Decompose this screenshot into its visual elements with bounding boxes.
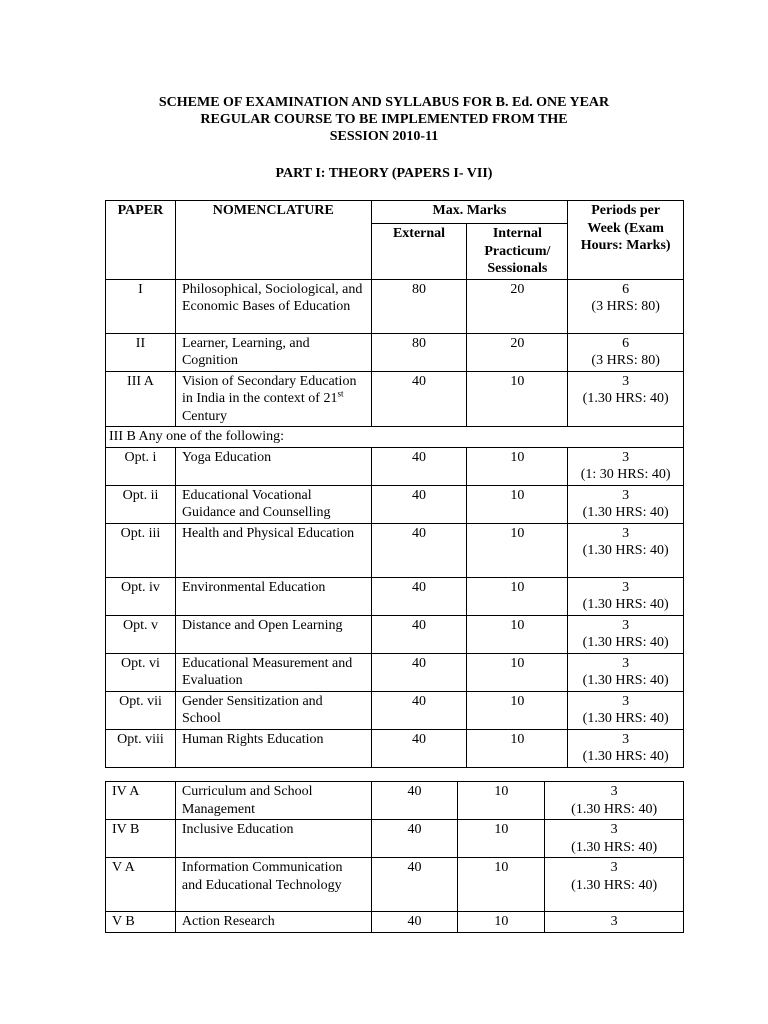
- nomenclature-cell: Information Communication and Educational Technology: [175, 858, 371, 912]
- hours-value: (1.30 HRS: 40): [582, 505, 669, 520]
- paper-cell: Opt. iii: [106, 523, 176, 577]
- internal-cell: 10: [467, 523, 568, 577]
- header-max-marks: Max. Marks: [371, 201, 568, 224]
- paper-cell: I: [106, 279, 176, 333]
- nomenclature-cell: Curriculum and School Management: [175, 782, 371, 820]
- nomenclature-cell: Action Research: [175, 912, 371, 933]
- table-row: [106, 912, 684, 933]
- paper-cell: II: [106, 333, 176, 371]
- periods-cell: [568, 653, 684, 691]
- external-cell: 40: [371, 782, 458, 820]
- external-cell: 40: [371, 371, 467, 427]
- paper-cell: Opt. viii: [106, 729, 176, 767]
- paper-cell: V A: [106, 858, 176, 912]
- scheme-table: [105, 200, 684, 768]
- internal-cell: 10: [467, 653, 568, 691]
- table-row: [106, 653, 684, 691]
- paper-cell: III A: [106, 371, 176, 427]
- scheme-table-continued: [105, 781, 684, 933]
- header-internal: Internal Practicum/ Sessionals: [467, 224, 568, 280]
- external-cell: 40: [371, 820, 458, 858]
- external-cell: 40: [371, 447, 467, 485]
- hours-value: (3 HRS: 80): [591, 353, 660, 368]
- periods-cell: [545, 858, 684, 912]
- nomenclature-cell: Distance and Open Learning: [175, 615, 371, 653]
- external-cell: 40: [371, 485, 467, 523]
- nomenclature-cell: Learner, Learning, and Cognition: [175, 333, 371, 371]
- external-cell: 40: [371, 858, 458, 912]
- part-title: PART I: THEORY (PAPERS I- VII): [275, 166, 493, 181]
- external-cell: 40: [371, 615, 467, 653]
- table-row: [106, 333, 684, 371]
- periods-cell: [568, 333, 684, 371]
- periods-cell: [545, 912, 684, 933]
- periods-value: 3: [622, 731, 630, 747]
- section-row: [106, 427, 684, 448]
- external-cell: 40: [371, 912, 458, 933]
- title-line-1: SCHEME OF EXAMINATION AND SYLLABUS FOR B. Ed. ONE YEAR: [158, 95, 610, 110]
- internal-cell: 20: [467, 333, 568, 371]
- nomenclature-cell: Educational Vocational Guidance and Counselling: [175, 485, 371, 523]
- header-external: External: [371, 224, 467, 280]
- periods-cell: [568, 729, 684, 767]
- table-row: [106, 729, 684, 767]
- external-cell: 40: [371, 691, 467, 729]
- hours-value: (1.30 HRS: 40): [582, 391, 669, 406]
- nomenclature-cell: Environmental Education: [175, 577, 371, 615]
- periods-value: 6: [622, 335, 630, 351]
- internal-cell: 10: [467, 729, 568, 767]
- periods-cell: [568, 523, 684, 577]
- external-cell: 80: [371, 333, 467, 371]
- paper-cell: Opt. vii: [106, 691, 176, 729]
- table-row: [106, 523, 684, 577]
- paper-cell: Opt. iv: [106, 577, 176, 615]
- periods-value: 3: [610, 860, 618, 875]
- periods-value: 3: [622, 579, 630, 595]
- hours-value: (3 HRS: 80): [591, 299, 660, 314]
- periods-value: 3: [622, 373, 630, 389]
- paper-cell: IV A: [106, 782, 176, 820]
- nomenclature-cell: Inclusive Education: [175, 820, 371, 858]
- header-periods: Periods per Week (Exam Hours: Marks): [568, 201, 684, 280]
- nomenclature-cell: Human Rights Education: [175, 729, 371, 767]
- table-row: [106, 485, 684, 523]
- periods-value: 3: [622, 487, 630, 503]
- periods-value: 3: [610, 822, 618, 837]
- table-row: [106, 615, 684, 653]
- paper-cell: Opt. i: [106, 447, 176, 485]
- hours-value: (1: 30 HRS: 40): [580, 467, 671, 482]
- external-cell: 40: [371, 577, 467, 615]
- hours-value: (1.30 HRS: 40): [582, 711, 669, 726]
- external-cell: 40: [371, 653, 467, 691]
- periods-cell: [568, 615, 684, 653]
- internal-cell: 10: [467, 691, 568, 729]
- table-row: [106, 447, 684, 485]
- table-row: [106, 858, 684, 912]
- internal-cell: 10: [467, 485, 568, 523]
- external-cell: 40: [371, 523, 467, 577]
- internal-cell: 10: [467, 371, 568, 427]
- nomenclature-cell: Gender Sensitization and School: [175, 691, 371, 729]
- hours-value: (1.30 HRS: 40): [582, 673, 669, 688]
- periods-value: 3: [610, 784, 618, 799]
- table-row: [106, 577, 684, 615]
- paper-cell: Opt. vi: [106, 653, 176, 691]
- external-cell: 40: [371, 729, 467, 767]
- periods-cell: [568, 371, 684, 427]
- table-row: [106, 691, 684, 729]
- paper-cell: Opt. v: [106, 615, 176, 653]
- hours-value: (1.30 HRS: 40): [582, 749, 669, 764]
- internal-cell: 10: [458, 858, 545, 912]
- internal-cell: 20: [467, 279, 568, 333]
- periods-value: 3: [622, 655, 630, 671]
- nomenclature-cell: [175, 371, 371, 427]
- header-nomenclature: NOMENCLATURE: [175, 201, 371, 280]
- hours-value: (1.30 HRS: 40): [582, 635, 669, 650]
- hours-value: (1.30 HRS: 40): [582, 597, 669, 612]
- hours-value: (1.30 HRS: 40): [571, 877, 658, 893]
- periods-cell: [568, 447, 684, 485]
- table-row: [106, 371, 684, 427]
- nomenclature-cell: Health and Physical Education: [175, 523, 371, 577]
- periods-cell: [545, 820, 684, 858]
- periods-cell: [568, 691, 684, 729]
- paper-cell: IV B: [106, 820, 176, 858]
- paper-cell: V B: [106, 912, 176, 933]
- internal-cell: 10: [467, 615, 568, 653]
- periods-cell: [545, 782, 684, 820]
- hours-value: (1.30 HRS: 40): [582, 543, 669, 558]
- periods-value: 3: [622, 449, 630, 465]
- internal-cell: 10: [467, 447, 568, 485]
- title-line-2: REGULAR COURSE TO BE IMPLEMENTED FROM THE: [200, 112, 568, 127]
- internal-cell: 10: [458, 782, 545, 820]
- hours-value: (1.30 HRS: 40): [571, 839, 658, 855]
- section-label: III B Any one of the following:: [106, 427, 684, 448]
- header-paper: PAPER: [106, 201, 176, 280]
- nomenclature-cell: Philosophical, Sociological, and Economic Bases of Education: [175, 279, 371, 333]
- periods-value: 6: [622, 281, 630, 297]
- table-row: [106, 279, 684, 333]
- document-title: [0, 94, 768, 145]
- internal-cell: 10: [458, 912, 545, 933]
- periods-value: 3: [610, 914, 618, 929]
- nomenclature-cell: Yoga Education: [175, 447, 371, 485]
- internal-cell: 10: [467, 577, 568, 615]
- periods-value: 3: [622, 525, 630, 541]
- periods-cell: [568, 577, 684, 615]
- nomenclature-cell: Educational Measurement and Evaluation: [175, 653, 371, 691]
- table-row: [106, 782, 684, 820]
- periods-cell: [568, 279, 684, 333]
- hours-value: (1.30 HRS: 40): [571, 801, 658, 817]
- header-row: [106, 201, 684, 224]
- periods-value: 3: [622, 617, 630, 633]
- title-line-3: SESSION 2010-11: [329, 129, 439, 144]
- periods-value: 3: [622, 693, 630, 709]
- external-cell: 80: [371, 279, 467, 333]
- periods-cell: [568, 485, 684, 523]
- nomenclature-text: Vision of Secondary Education in India in the context of 21: [181, 373, 357, 406]
- nomenclature-text-end: Century: [181, 408, 228, 424]
- internal-cell: 10: [458, 820, 545, 858]
- nomenclature-superscript: st: [337, 388, 344, 399]
- table-row: [106, 820, 684, 858]
- paper-cell: Opt. ii: [106, 485, 176, 523]
